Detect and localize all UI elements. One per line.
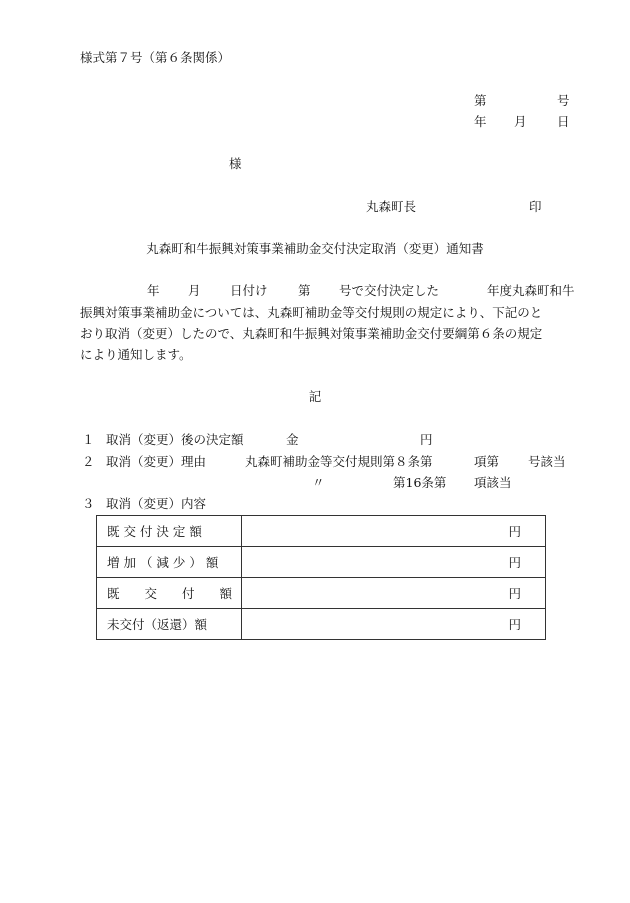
amount-table [96,515,546,640]
item1-number: １ [82,432,95,447]
item2-label: 取消（変更）理由 [106,454,207,469]
date-year: 年 [474,114,487,129]
item2-kou-a: 項第 [474,454,500,469]
body-line-3: おり取消（変更）したので、丸森町和牛振興対策事業補助金交付要綱第６条の規定 [80,326,543,341]
row-yen: 円 [242,547,546,578]
doc-number-suffix: 号 [557,93,570,108]
date-month: 月 [514,114,527,129]
row-yen: 円 [242,609,546,640]
row-label: 未交付（返還）額 [97,609,242,640]
item2-rule-a: 丸森町補助金等交付規則第８条第 [245,454,433,469]
item2-ditto: 〃 [312,475,325,490]
table-row [97,578,546,609]
date-day: 日 [557,114,570,129]
doc-number-prefix: 第 [474,93,487,108]
item3-number: ３ [82,496,95,511]
item3-label: 取消（変更）内容 [106,496,207,511]
form-number: 様式第７号（第６条関係） [80,50,231,65]
row-label: 増 加 （ 減 少 ） 額 [97,547,242,578]
row-label: 既 交 付 決 定 額 [97,516,242,547]
seal-mark: 印 [529,199,542,214]
body-line-4: により通知します。 [80,347,192,362]
body-line-2: 振興対策事業補助金については、丸森町補助金等交付規則の規定により、下記のと [80,305,543,320]
item2-gou-a: 号該当 [528,454,566,469]
table-row [97,609,546,640]
mayor-title: 丸森町長 [366,199,417,214]
row-yen: 円 [242,516,546,547]
table-row [97,547,546,578]
document-title: 丸森町和牛振興対策事業補助金交付決定取消（変更）通知書 [146,241,484,256]
item1-yen: 円 [420,432,433,447]
body-gou-kettei: 号で交付決定した [339,283,440,298]
ki-heading: 記 [308,389,322,404]
item2-number: ２ [82,454,95,469]
item2-rule-b: 第16条第 [393,475,447,490]
item1-label: 取消（変更）後の決定額 [106,432,244,447]
body-year: 年 [147,283,160,298]
body-nendo: 年度丸森町和牛 [487,283,575,298]
row-label: 既 交 付 額 [97,578,242,609]
item1-kin: 金 [286,432,299,447]
item2-kou-b: 項該当 [474,475,512,490]
row-yen: 円 [242,578,546,609]
addressee-sama: 様 [229,156,242,171]
body-date-tsuke: 日付け [230,283,268,298]
body-dai: 第 [298,283,311,298]
table-row [97,516,546,547]
body-month: 月 [188,283,201,298]
